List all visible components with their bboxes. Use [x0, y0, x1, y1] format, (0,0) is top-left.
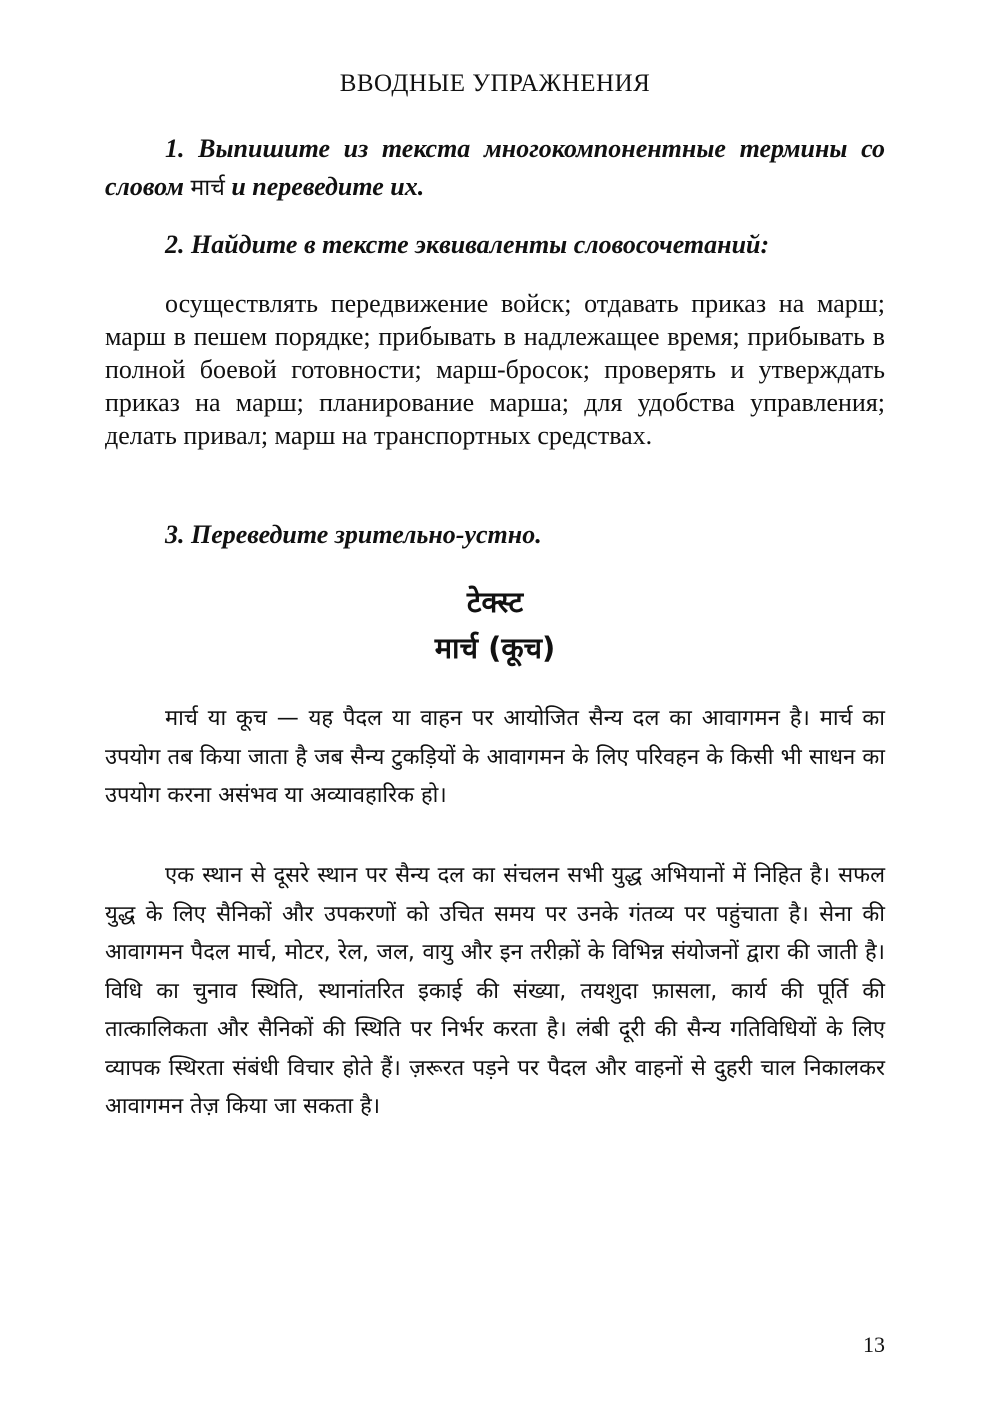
- document-page: [105, 0, 885, 1412]
- exercise-3: 3. Переведите зрительно-устно.: [165, 520, 542, 549]
- section-title: ВВОДНЫЕ УПРАЖНЕНИЯ: [339, 70, 651, 97]
- phrase-list: осуществлять передвижение войск; отдавать приказ на марш; марш в пешем порядке; прибывать в надлежащее время; прибывать в полной боевой готовности; марш-бросок; проверять и утверждать приказ на марш; планирование марша; для удобства управления; делать привал; марш на транспортных средствах.: [105, 289, 885, 450]
- text-heading-title: मार्च (कूच): [434, 631, 556, 665]
- exercise-2: 2. Найдите в тексте эквиваленты словосочетаний:: [165, 230, 770, 259]
- hindi-paragraph-2: एक स्थान से दूसरे स्थान पर सैन्य दल का संचलन सभी युद्ध अभियानों में निहित है। सफल युद्ध के लिए सैनिकों और उपकरणों को उचित समय पर उनके गंतव्य पर पहुंचाता है। सेना की आवागमन पैदल मार्च, मोटर, रेल, जल, वायु और इन तरीक़ों के विभिन्न संयोजनों द्वारा की जाती है। विधि का चुनाव स्थिति, स्थानांतरित इकाई की संख्या, तयशुदा फ़ासला, कार्य की पूर्ति की तात्कालिकता और सैनिकों की स्थिति पर निर्भर करता है। लंबी दूरी की सैन्य गतिविधियों के लिए व्यापक स्थिरता संबंधी विचार होते हैं। ज़रूरत पड़ने पर पैदल और वाहनों से दुहरी चाल निकालकर आवागमन तेज़ किया जा सकता है।: [105, 863, 885, 1119]
- exercise-1-text-end: и переведите их.: [224, 172, 425, 201]
- exercise-1: [105, 130, 885, 207]
- text-heading-label: टेक्स्ट: [466, 585, 524, 619]
- page-number: 13: [863, 1332, 885, 1357]
- hindi-paragraph-1: मार्च या कूच — यह पैदल या वाहन पर आयोजित सैन्य दल का आवागमन है। मार्च का उपयोग तब किया जाता है जब सैन्य टुकड़ियों के आवागमन के लिए परिवहन के किसी भी साधन का उपयोग करना असंभव या अव्यावहारिक हो।: [105, 706, 885, 808]
- exercise-1-text-start: 1. Выпишите из текста многокомпонентные термины со словом: [105, 134, 885, 201]
- exercise-1-hindi-term: मार्च: [190, 175, 225, 201]
